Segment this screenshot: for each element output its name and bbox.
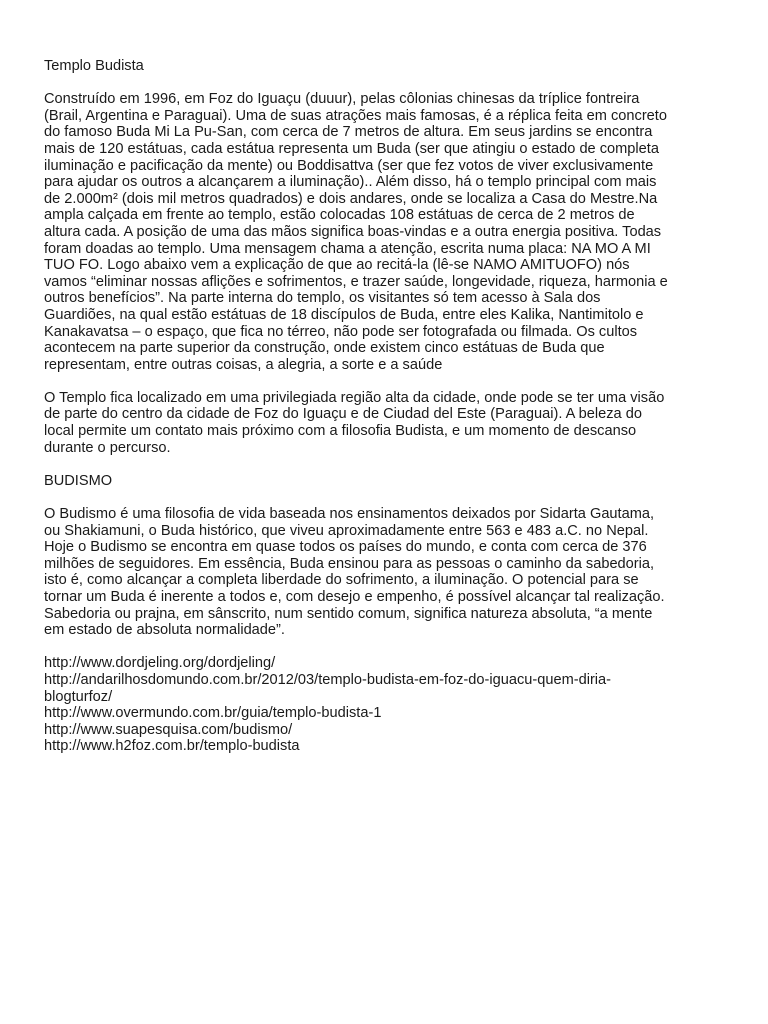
section-heading-budismo: BUDISMO bbox=[44, 472, 113, 489]
reference-link: http://www.h2foz.com.br/templo-budista bbox=[44, 738, 300, 755]
text-line: O Budismo é uma filosofia de vida baseada nos ensinamentos deixados por Sidarta Gautama, bbox=[44, 506, 655, 523]
text-line: representam, entre outras coisas, a alegria, a sorte e a saúde bbox=[44, 356, 443, 373]
spacer bbox=[44, 639, 724, 656]
text-line: altura cada. A posição de uma das mãos significa boas-vindas e a outra energia positiva. Todas bbox=[44, 223, 662, 240]
text-line: de 2.000m² (dois mil metros quadrados) e dois andares, onde se localiza a Casa do Mestre.Na bbox=[44, 190, 658, 207]
text-line: (Brail, Argentina e Paraguai). Uma de suas atrações mais famosas, é a réplica feita em concreto bbox=[44, 107, 667, 124]
text-line: Sabedoria ou prajna, em sânscrito, num sentido comum, significa natureza absoluta, “a mente bbox=[44, 605, 653, 622]
text-line: local permite um contato mais próximo com a filosofia Budista, e um momento de descanso bbox=[44, 423, 637, 440]
paragraph-budismo bbox=[44, 506, 724, 639]
text-line: Kanakavatsa – o espaço, que fica no térreo, não pode ser fotografada ou filmada. Os cultos bbox=[44, 323, 638, 340]
text-line: isto é, como alcançar a completa liberdade do sofrimento, a iluminação. O potencial para se bbox=[44, 572, 639, 589]
reference-link: http://www.suapesquisa.com/budismo/ bbox=[44, 721, 293, 738]
document-title: Templo Budista bbox=[44, 58, 144, 74]
spacer bbox=[44, 373, 724, 390]
text-line: vamos “eliminar nossas aflições e sofrimentos, e trazer saúde, longevidade, riqueza, harmonia e bbox=[44, 273, 668, 290]
reference-link: http://www.dordjeling.org/dordjeling/ bbox=[44, 655, 276, 672]
reference-link: http://www.overmundo.com.br/guia/templo-budista-1 bbox=[44, 705, 382, 722]
text-line: TUO FO. Logo abaixo vem a explicação de que ao recitá-la (lê-se NAMO AMITUOFO) nós bbox=[44, 257, 630, 274]
text-line: durante o percurso. bbox=[44, 439, 171, 456]
reference-link: blogturfoz/ bbox=[44, 688, 113, 705]
text-line: O Templo fica localizado em uma privilegiada região alta da cidade, onde pode se ter uma visão bbox=[44, 389, 665, 406]
paragraph-templo bbox=[44, 91, 724, 373]
text-line: Guardiões, na qual estão estátuas de 18 discípulos de Buda, entre eles Kalika, Nantimitolo e bbox=[44, 306, 644, 323]
text-line: ou Shakiamuni, o Buda histórico, que viveu aproximadamente entre 563 e 483 a.C. no Nepal. bbox=[44, 522, 649, 539]
spacer bbox=[44, 456, 724, 473]
text-line: Construído em 1996, em Foz do Iguaçu (duuur), pelas côlonias chinesas da tríplice fontreira bbox=[44, 91, 640, 108]
text-line: do famoso Buda Mi La Pu-San, com cerca de 7 metros de altura. Em seus jardins se encontra bbox=[44, 124, 653, 141]
text-line: para ajudar os outros a alcançarem a iluminação).. Além disso, há o templo principal com mais bbox=[44, 174, 657, 191]
text-line: em estado de absoluta normalidade”. bbox=[44, 622, 285, 639]
spacer bbox=[44, 75, 724, 92]
reference-links bbox=[44, 655, 724, 755]
reference-link: http://andarilhosdomundo.com.br/2012/03/templo-budista-em-foz-do-iguacu-quem-diria- bbox=[44, 671, 612, 688]
text-line: ampla calçada em frente ao templo, estão colocadas 108 estátuas de cerca de 2 metros de bbox=[44, 207, 635, 224]
text-line: Hoje o Budismo se encontra em quase todos os países do mundo, e conta com cerca de 376 bbox=[44, 539, 647, 556]
text-line: outros benefícios”. Na parte interna do templo, os visitantes só tem acesso à Sala dos bbox=[44, 290, 601, 307]
text-line: foram doadas ao templo. Uma mensagem chama a atenção, escrita numa placa: NA MO A MI bbox=[44, 240, 651, 257]
text-line: acontecem na parte superior da construção, onde existem cinco estátuas de Buda que bbox=[44, 340, 605, 357]
document-page bbox=[44, 58, 724, 755]
text-line: iluminação e pacificação da mente) ou Boddisattva (ser que fez votos de viver exclusivamente bbox=[44, 157, 654, 174]
text-line: mais de 120 estátuas, cada estátua representa um Buda (ser que atingiu o estado de completa bbox=[44, 140, 659, 157]
text-line: de parte do centro da cidade de Foz do Iguaçu e de Ciudad del Este (Paraguai). A beleza do bbox=[44, 406, 642, 423]
text-line: tornar um Buda é inerente a todos e, com desejo e empenho, é possível alcançar tal realização. bbox=[44, 589, 665, 605]
paragraph-localizacao bbox=[44, 390, 724, 456]
spacer bbox=[44, 489, 724, 506]
text-line: milhões de seguidores. Em essência, Buda ensinou para as pessoas o caminho da sabedoria, bbox=[44, 555, 655, 572]
